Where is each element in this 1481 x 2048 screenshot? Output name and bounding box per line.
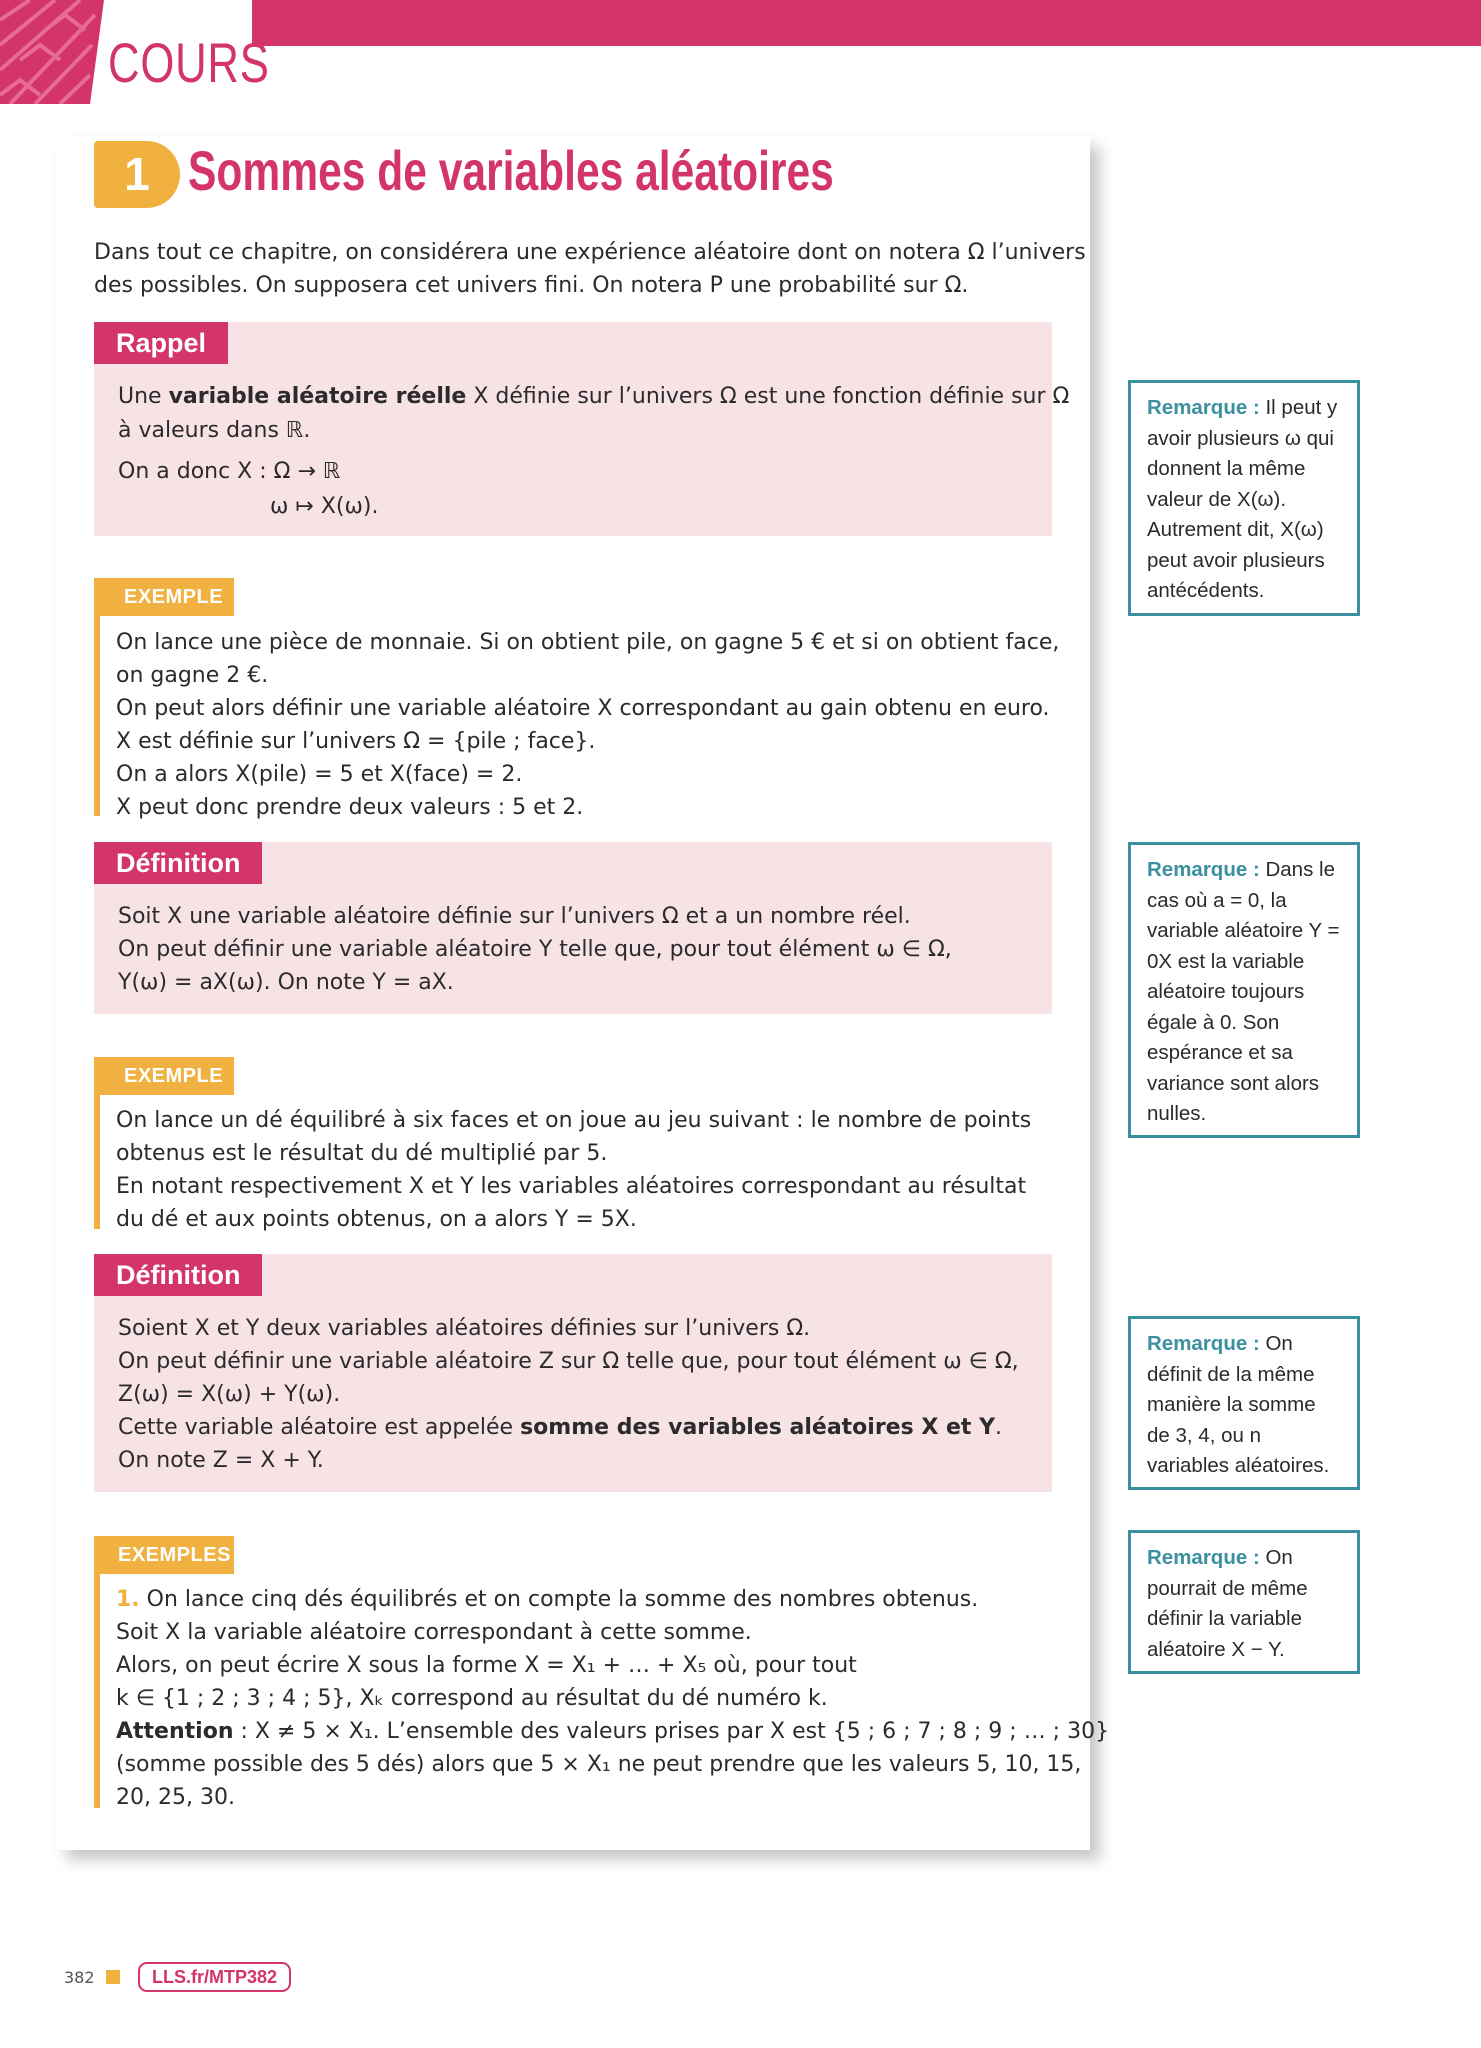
page-number: 382	[64, 1968, 95, 1987]
definition2-line: On note Z = X + Y.	[118, 1448, 324, 1473]
exemple1-line: on gagne 2 €.	[116, 663, 269, 688]
section-title: Sommes de variables aléatoires	[188, 139, 834, 202]
remarque-box: Remarque : On définit de la même manière la somme de 3, 4, ou n variables aléatoires.	[1128, 1316, 1360, 1490]
exemple-bar	[94, 578, 100, 816]
definition2-line: Soient X et Y deux variables aléatoires définies sur l’univers Ω.	[118, 1316, 811, 1341]
definition1-line: On peut définir une variable aléatoire Y telle que, pour tout élément ω ∈ Ω,	[118, 937, 952, 962]
chapter-label: COURS	[108, 31, 270, 94]
header-band	[252, 0, 1481, 46]
definition2-line: Cette variable aléatoire est appelée somme des variables aléatoires X et Y.	[118, 1415, 1003, 1440]
exemples3-line: k ∈ {1 ; 2 ; 3 ; 4 ; 5}, Xₖ correspond au résultat du dé numéro k.	[116, 1686, 828, 1711]
intro-line-1: Dans tout ce chapitre, on considérera une expérience aléatoire dont on notera Ω l’univers	[94, 240, 1086, 265]
exemples3-line: (somme possible des 5 dés) alors que 5 × X₁ ne peut prendre que les valeurs 5, 10, 15,	[116, 1752, 1082, 1777]
rappel-line-3: On a donc X : Ω → ℝ	[118, 459, 341, 484]
exemple2-line: obtenus est le résultat du dé multiplié par 5.	[116, 1141, 608, 1166]
definition-tag: Définition	[94, 1254, 262, 1296]
exemple1-line: X est définie sur l’univers Ω = {pile ; face}.	[116, 729, 596, 754]
footer-square	[106, 1970, 120, 1984]
definition2-line: Z(ω) = X(ω) + Y(ω).	[118, 1382, 341, 1407]
exemple-tag: EXEMPLE	[94, 578, 234, 616]
resource-link[interactable]: LLS.fr/MTP382	[138, 1962, 291, 1992]
rappel-tag: Rappel	[94, 322, 228, 364]
intro-line-2: des possibles. On supposera cet univers fini. On notera P une probabilité sur Ω.	[94, 273, 969, 298]
remarque-box: Remarque : Dans le cas où a = 0, la variable aléatoire Y = 0X est la variable aléatoire toujours égale à 0. Son espérance et sa variance sont alors nulles.	[1128, 842, 1360, 1138]
section-number: 1	[94, 141, 180, 208]
remarque-box: Remarque : On pourrait de même définir la variable aléatoire X − Y.	[1128, 1530, 1360, 1674]
exemples3-line: Alors, on peut écrire X sous la forme X = X₁ + … + X₅ où, pour tout	[116, 1653, 857, 1678]
exemples3-line: Soit X la variable aléatoire correspondant à cette somme.	[116, 1620, 752, 1645]
exemple1-line: On peut alors définir une variable aléatoire X correspondant au gain obtenu en euro.	[116, 696, 1050, 721]
rappel-line-2: à valeurs dans ℝ.	[118, 418, 311, 443]
exemple-bar	[94, 1057, 100, 1229]
remarque-box: Remarque : Il peut y avoir plusieurs ω qui donnent la même valeur de X(ω). Autrement dit, X(ω) peut avoir plusieurs antécédents.	[1128, 380, 1360, 616]
definition1-line: Y(ω) = aX(ω). On note Y = aX.	[118, 970, 454, 995]
exemple-bar	[94, 1536, 100, 1808]
exemple2-line: On lance un dé équilibré à six faces et on joue au jeu suivant : le nombre de points	[116, 1108, 1032, 1133]
rappel-line-4: ω ↦ X(ω).	[270, 494, 379, 519]
definition2-line: On peut définir une variable aléatoire Z sur Ω telle que, pour tout élément ω ∈ Ω,	[118, 1349, 1019, 1374]
exemples3-line: Attention : X ≠ 5 × X₁. L’ensemble des valeurs prises par X est {5 ; 6 ; 7 ; 8 ; 9 ; … ; 30}	[116, 1719, 1110, 1744]
exemples3-line: 1. On lance cinq dés équilibrés et on compte la somme des nombres obtenus.	[116, 1587, 979, 1612]
exemple2-line: du dé et aux points obtenus, on a alors Y = 5X.	[116, 1207, 637, 1232]
corner-pattern	[0, 0, 104, 104]
exemple1-line: On lance une pièce de monnaie. Si on obtient pile, on gagne 5 € et si on obtient face,	[116, 630, 1060, 655]
exemples-tag: EXEMPLES	[94, 1536, 234, 1574]
rappel-line-1: Une variable aléatoire réelle X définie sur l’univers Ω est une fonction définie sur Ω	[118, 384, 1070, 409]
definition1-line: Soit X une variable aléatoire définie sur l’univers Ω et a un nombre réel.	[118, 904, 911, 929]
exemples3-line: 20, 25, 30.	[116, 1785, 235, 1810]
definition-tag: Définition	[94, 842, 262, 884]
exemple1-line: X peut donc prendre deux valeurs : 5 et 2.	[116, 795, 584, 820]
exemple1-line: On a alors X(pile) = 5 et X(face) = 2.	[116, 762, 523, 787]
exemple2-line: En notant respectivement X et Y les variables aléatoires correspondant au résultat	[116, 1174, 1027, 1199]
exemple-tag: EXEMPLE	[94, 1057, 234, 1095]
